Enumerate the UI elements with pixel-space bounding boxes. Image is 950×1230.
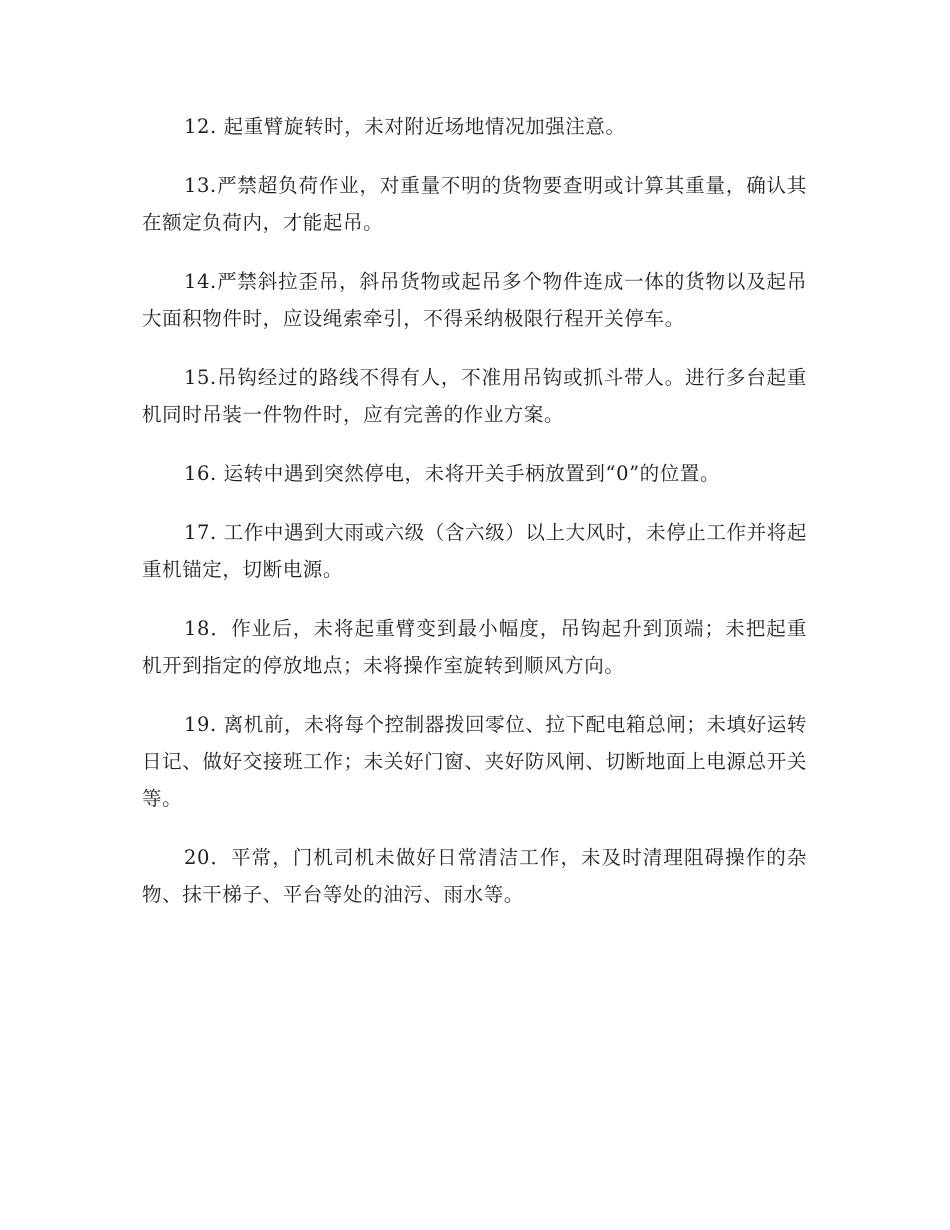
paragraph-19: 19. 离机前，未将每个控制器拨回零位、拉下配电箱总闸；未填好运转日记、做好交接班工作；未关好门窗、夹好防风闸、切断地面上电源总开关等。 — [142, 713, 807, 810]
paragraph-14: 14.严禁斜拉歪吊，斜吊货物或起吊多个物件连成一体的货物以及起吊大面积物件时，应设绳索牵引，不得采纳极限行程开关停车。 — [142, 270, 807, 330]
paragraph-20: 20．平常，门机司机未做好日常清洁工作，未及时清理阻碍操作的杂物、抹干梯子、平台等处的油污、雨水等。 — [142, 846, 807, 906]
paragraph-16: 16. 运转中遇到突然停电，未将开关手柄放置到“0”的位置。 — [184, 462, 721, 485]
paragraph-17: 17. 工作中遇到大雨或六级（含六级）以上大风时，未停止工作并将起重机锚定，切断电源。 — [142, 521, 807, 581]
paragraph-18: 18．作业后，未将起重臂变到最小幅度，吊钩起升到顶端；未把起重机开到指定的停放地点；未将操作室旋转到顺风方向。 — [142, 617, 807, 677]
paragraph-13: 13.严禁超负荷作业，对重量不明的货物要查明或计算其重量，确认其在额定负荷内，才能起吊。 — [142, 174, 807, 234]
paragraph-15: 15.吊钩经过的路线不得有人，不准用吊钩或抓斗带人。进行多台起重机同时吊装一件物件时，应有完善的作业方案。 — [142, 366, 807, 426]
paragraph-12: 12. 起重臂旋转时，未对附近场地情况加强注意。 — [184, 115, 626, 138]
document-body — [142, 108, 807, 935]
